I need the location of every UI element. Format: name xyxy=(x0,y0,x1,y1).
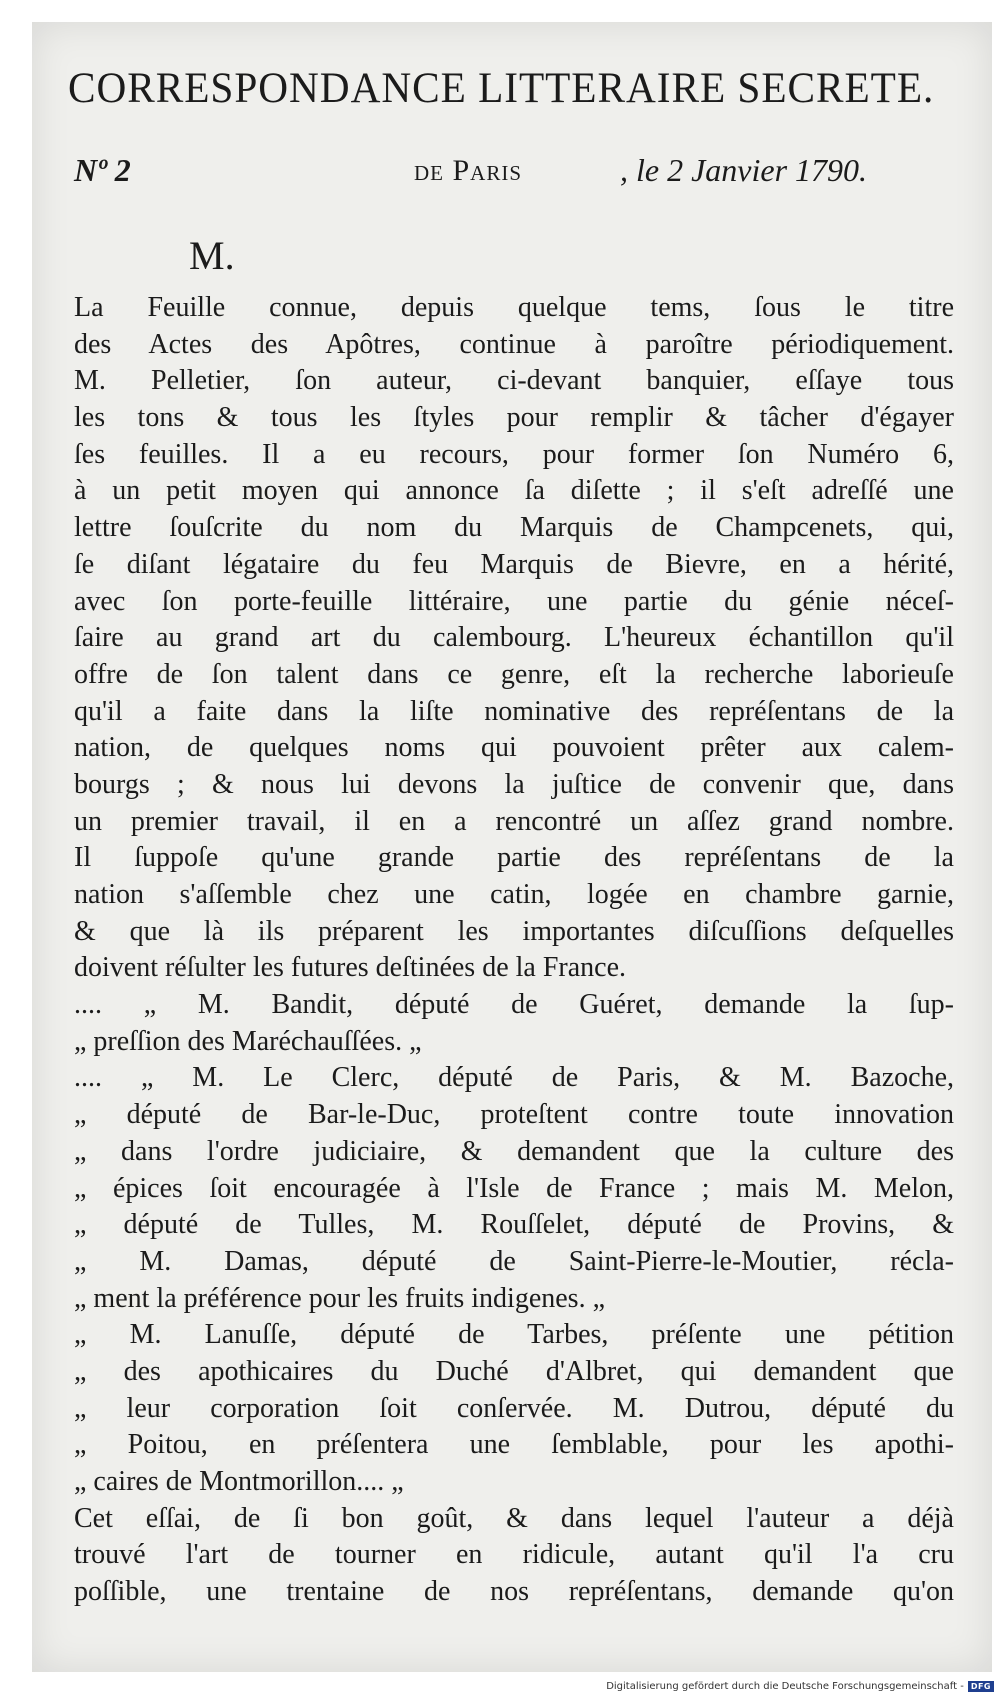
text-line: bourgs ; & nous lui devons la juſtice de convenir que, dans xyxy=(74,768,954,800)
text-line: & que là ils préparent les importantes diſcuſſions deſquelles xyxy=(74,915,954,947)
issue-date: , le 2 Janvier 1790. xyxy=(620,152,868,188)
text-line: des Actes des Apôtres, continue à paroître périodiquement. xyxy=(74,328,954,360)
issue-number: Nº 2 xyxy=(74,152,131,188)
text-line: „ député de Bar-le-Duc, proteſtent contre toute innovation xyxy=(74,1099,954,1131)
text-line: „ preſſion des Maréchauſſées. „ xyxy=(74,1025,422,1057)
text-line: qu'il a faite dans la liſte nominative des repréſentans de la xyxy=(74,695,954,727)
issue-line xyxy=(74,152,934,196)
text-line: „ Poitou, en préſentera une ſemblable, pour les apothi- xyxy=(74,1429,954,1461)
text-line: „ M. Lanuſſe, député de Tarbes, préſente une pétition xyxy=(74,1319,954,1351)
text-line: „ M. Damas, député de Saint-Pierre-le-Moutier, récla- xyxy=(74,1245,954,1277)
text-line: à un petit moyen qui annonce ſa diſette ; il s'eſt adreſſé une xyxy=(74,475,954,507)
text-line: „ leur corporation ſoit conſervée. M. Dutrou, député du xyxy=(74,1392,954,1424)
scanned-page xyxy=(32,22,992,1672)
text-line: „ dans l'ordre judiciaire, & demandent que la culture des xyxy=(74,1135,954,1167)
text-line: ſaire au grand art du calembourg. L'heureux échantillon qu'il xyxy=(74,622,954,654)
text-line: „ des apothicaires du Duché d'Albret, qui demandent que xyxy=(74,1355,954,1387)
text-line: „ épices ſoit encouragée à l'Isle de France ; mais M. Melon, xyxy=(74,1172,954,1204)
text-line: trouvé l'art de tourner en ridicule, autant qu'il l'a cru xyxy=(74,1539,954,1571)
journal-title: CORRESPONDANCE LITTERAIRE SECRETE. xyxy=(68,65,935,112)
text-line: „ ment la préférence pour les fruits indigenes. „ xyxy=(74,1282,606,1314)
text-line: Il ſuppoſe qu'une grande partie des repréſentans de la xyxy=(74,842,954,874)
text-line: „ caires de Montmorillon.... „ xyxy=(74,1466,404,1497)
text-line: „ député de Tulles, M. Rouſſelet, député de Provins, & xyxy=(74,1209,954,1241)
text-line: .... „ M. Le Clerc, député de Paris, & M. Bazoche, xyxy=(74,1062,954,1094)
text-line: offre de ſon talent dans ce genre, eſt la recherche laborieuſe xyxy=(74,658,954,690)
text-line: poſſible, une trentaine de nos repréſentans, demande qu'on xyxy=(74,1576,954,1608)
credit-text: Digitalisierung gefördert durch die Deutsche Forschungsgemeinschaft - xyxy=(606,1681,964,1692)
body-text xyxy=(74,290,954,1611)
text-line: .... „ M. Bandit, député de Guéret, demande la ſup- xyxy=(74,989,954,1021)
text-line: La Feuille connue, depuis quelque tems, ſous le titre xyxy=(74,292,954,323)
text-line: nation s'aſſemble chez une catin, logée en chambre garnie, xyxy=(74,879,954,910)
text-line: Cet eſſai, de ſi bon goût, & dans lequel l'auteur a déjà xyxy=(74,1502,954,1534)
text-line: ſes feuilles. Il a eu recours, pour former ſon Numéro 6, xyxy=(74,438,954,470)
dfg-logo: DFG xyxy=(968,1681,994,1692)
text-line: les tons & tous les ſtyles pour remplir & tâcher d'égayer xyxy=(74,402,954,434)
text-line: un premier travail, il en a rencontré un aſſez grand nombre. xyxy=(74,805,954,837)
text-line: avec ſon porte-feuille littéraire, une partie du génie néceſ- xyxy=(74,585,954,617)
text-line: nation, de quelques noms qui pouvoient prêter aux calem- xyxy=(74,732,954,764)
issue-place: de Paris xyxy=(414,154,523,187)
text-line: doivent réſulter les futures deſtinées de la France. xyxy=(74,952,627,984)
text-line: M. Pelletier, ſon auteur, ci-devant banquier, eſſaye tous xyxy=(74,365,954,397)
text-line: ſe diſant légataire du feu Marquis de Bievre, en a hérité, xyxy=(74,548,954,580)
salutation: M. xyxy=(189,233,235,278)
text-line: lettre ſouſcrite du nom du Marquis de Champcenets, qui, xyxy=(74,512,954,544)
digitization-credit xyxy=(606,1681,994,1692)
